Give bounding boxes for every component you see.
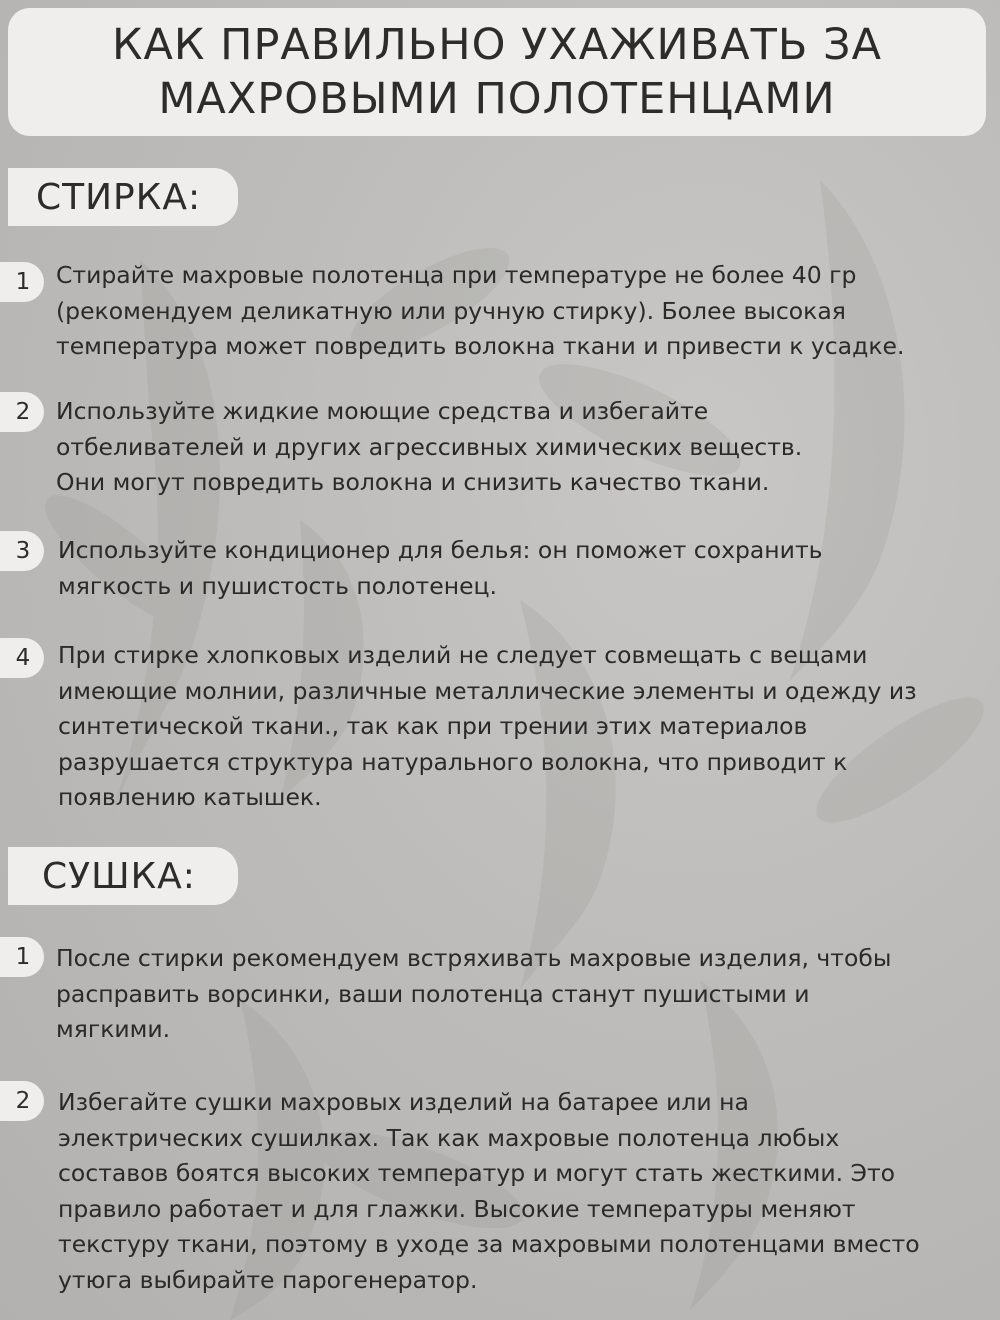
- washing-item-3-number: 3: [0, 531, 44, 571]
- washing-item-4-number: 4: [0, 638, 44, 678]
- washing-item-2-number: 2: [0, 392, 44, 432]
- title-line-2: МАХРОВЫМИ ПОЛОТЕНЦАМИ: [158, 74, 836, 124]
- section-heading-drying: СУШКА:: [8, 847, 238, 905]
- drying-item-2-number: 2: [0, 1081, 44, 1121]
- drying-item-2-text: Избегайте сушки махровых изделий на батарее или на электрических сушилках. Так как махровые полотенца любых составов боятся высоких температур и могут стать жесткими. Это правило работает и для глажки. Высокие температуры меняют текстуру ткани, поэтому в уходе за махровыми полотенцами вместо утюга выбирайте парогенератор.: [58, 1088, 920, 1294]
- section-heading-washing: СТИРКА:: [8, 168, 238, 226]
- drying-item-1-text: После стирки рекомендуем встряхивать махровые изделия, чтобы расправить ворсинки, ваши полотенца станут пушистыми и мягкими.: [56, 944, 892, 1043]
- title-line-1: КАК ПРАВИЛЬНО УХАЖИВАТЬ ЗА: [111, 20, 883, 70]
- drying-item-1-number: 1: [0, 937, 44, 977]
- washing-item-4-text: При стирке хлопковых изделий не следует совмещать с вещами имеющие молнии, различные металлические элементы и одежду из синтетической ткани., так как при трении этих материалов разрушается структура натурального волокна, что приводит к появлению катышек.: [58, 641, 917, 811]
- title-banner: [8, 8, 986, 136]
- washing-item-3-text: Используйте кондиционер для белья: он поможет сохранить мягкость и пушистость полотенец.: [58, 536, 823, 600]
- washing-item-2-text: Используйте жидкие моющие средства и избегайте отбеливателей и других агрессивных химических веществ. Они могут повредить волокна и снизить качество ткани.: [56, 397, 803, 496]
- washing-item-1-number: 1: [0, 262, 44, 302]
- washing-item-1-text: Стирайте махровые полотенца при температуре не более 40 гр (рекомендуем деликатную или ручную стирку). Более высокая температура может повредить волокна ткани и привести к усадке.: [56, 261, 905, 360]
